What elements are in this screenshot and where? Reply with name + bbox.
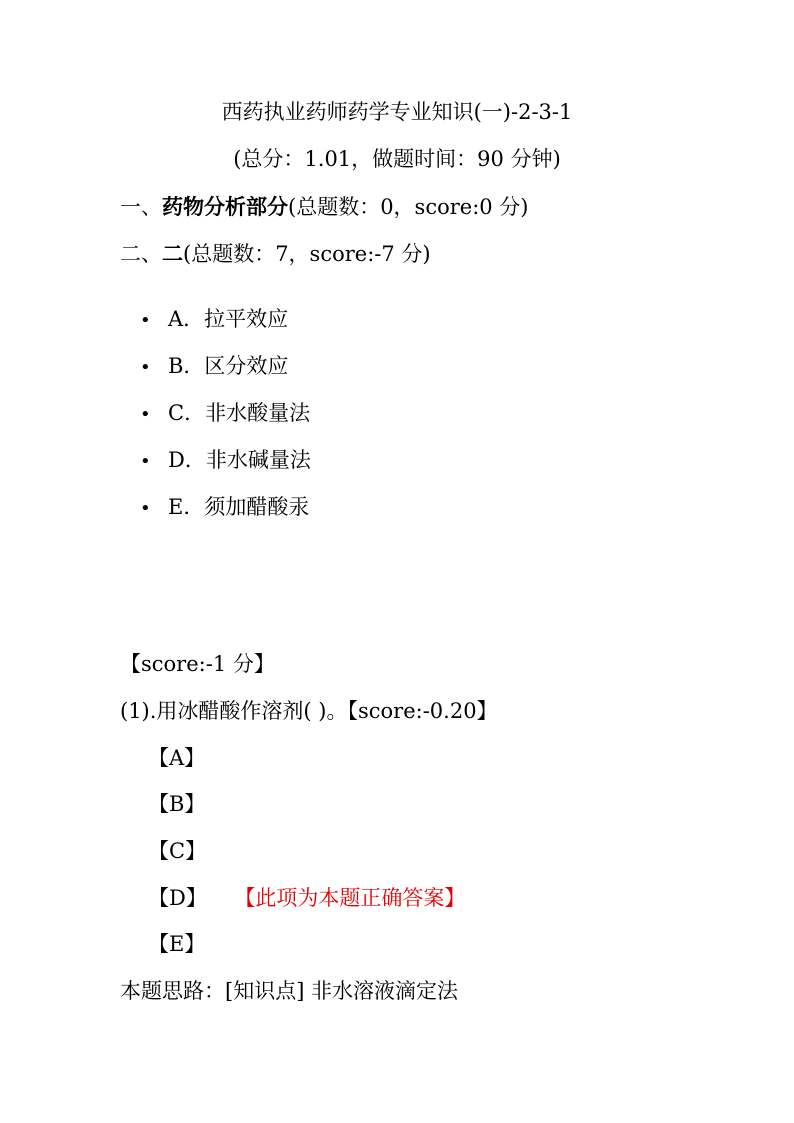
section-2-prefix: 二、 <box>120 242 162 266</box>
option-item-a <box>140 300 311 347</box>
option-label: B．区分效应 <box>168 354 289 378</box>
section-2-name: 二 <box>162 241 183 266</box>
option-item-c <box>140 394 311 441</box>
page-subtitle: (总分：1.01，做题时间：90 分钟) <box>233 147 561 171</box>
option-item-b <box>140 347 311 394</box>
section-2-meta: (总题数：7，score:-7 分) <box>183 242 431 266</box>
option-list <box>140 300 311 535</box>
section-1-prefix: 一、 <box>120 195 162 219</box>
option-label: A．拉平效应 <box>168 307 289 331</box>
option-label: C．非水酸量法 <box>168 401 311 425</box>
bullet-icon: • <box>140 498 151 519</box>
bullet-icon: • <box>140 357 151 378</box>
section-heading-2 <box>120 239 431 269</box>
bullet-icon: • <box>140 310 151 331</box>
bullet-icon: • <box>140 451 151 472</box>
answer-c: 【C】 <box>148 839 207 863</box>
answer-d <box>148 883 465 913</box>
option-item-d <box>140 441 311 488</box>
analysis-text: 本题思路：[知识点] 非水溶液滴定法 <box>120 979 459 1003</box>
answer-b: 【B】 <box>148 792 206 816</box>
option-label: D．非水碱量法 <box>168 448 311 472</box>
bullet-icon: • <box>140 404 151 425</box>
question-text: (1).用冰醋酸作溶剂( )。【score:-0.20】 <box>120 699 498 723</box>
option-item-e <box>140 488 311 535</box>
group-score: 【score:-1 分】 <box>120 652 275 676</box>
correct-answer-note: 【此项为本题正确答案】 <box>244 886 466 910</box>
answer-e: 【E】 <box>148 932 206 956</box>
section-heading-1 <box>120 192 529 222</box>
answer-a: 【A】 <box>148 746 206 770</box>
answer-d-label: 【D】 <box>148 886 207 910</box>
option-label: E．须加醋酸汞 <box>168 495 310 519</box>
section-1-meta: (总题数：0，score:0 分) <box>288 195 529 219</box>
section-1-name: 药物分析部分 <box>162 194 288 219</box>
page-title: 西药执业药师药学专业知识(一)-2-3-1 <box>221 100 573 124</box>
